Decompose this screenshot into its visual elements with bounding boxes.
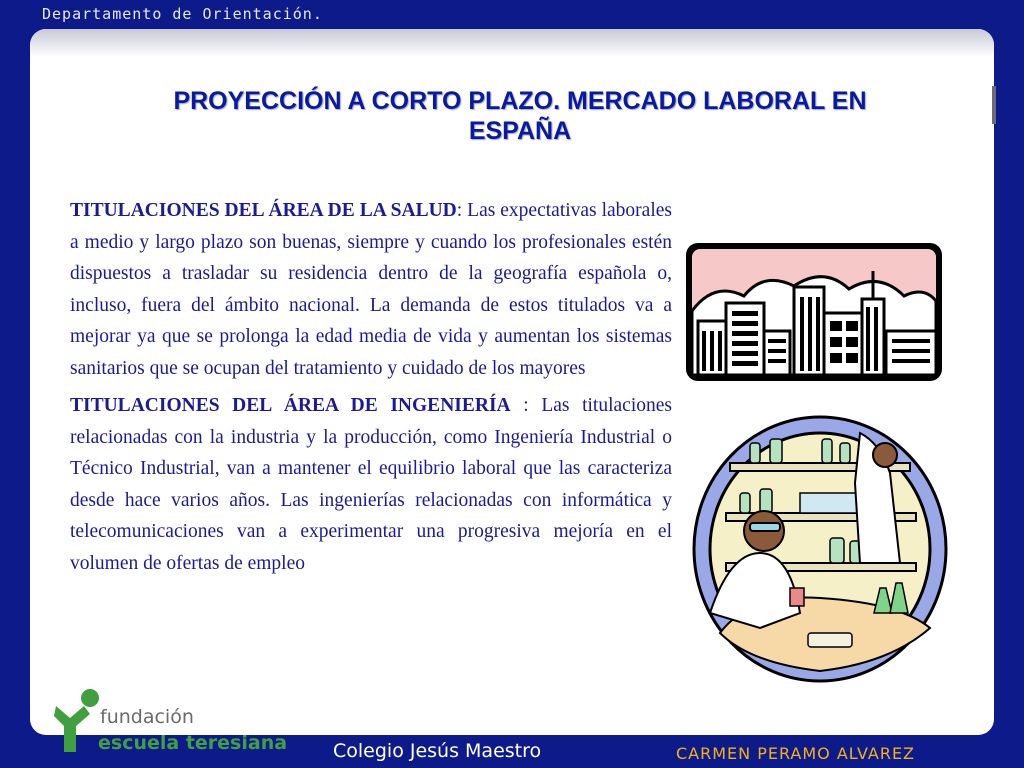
section-engineering-lead: TITULACIONES DEL ÁREA DE INGENIERÍA xyxy=(70,395,511,416)
logo-text-escuela: escuela teresiana xyxy=(98,732,288,754)
slide-title xyxy=(70,86,970,146)
slide-body xyxy=(70,195,672,585)
section-health-text: Las expectativas laborales a medio y largo plazo son buenas, siempre y cuando los profesionales estén dispuestos a trasladar su residencia dentro de la geografía española o, incluso, fuera del ámbito nacional. La demanda de estos titulados va a mejorar ya que se prolonga la edad media de vida y aumentan los sistemas sanitarios que se ocupan del tratamiento y cuidado de los mayores xyxy=(70,200,672,379)
section-engineering xyxy=(70,390,672,579)
section-engineering-text: Las titulaciones relacionadas con la industria y la producción, como Ingeniería Industrial o Técnico Industrial, van a mantener el equilibrio laboral que las caracteriza desde hace varios años. Las ingenierías relacionadas con informática y telecomunicaciones van a experimentar una progresiva mejoría en el volumen de ofertas de empleo xyxy=(70,395,672,574)
author-name: CARMEN PERAMO ALVAREZ xyxy=(676,744,916,763)
section-health xyxy=(70,195,672,384)
title-line-2: ESPAÑA xyxy=(468,117,572,145)
fundacion-logo-icon xyxy=(54,688,100,754)
title-line-1: PROYECCIÓN A CORTO PLAZO. MERCADO LABORAL EN xyxy=(173,87,867,115)
laboratory-scientists-image xyxy=(690,413,950,685)
department-label: Departamento de Orientación. xyxy=(42,5,323,23)
city-skyline-image xyxy=(684,241,944,383)
section-engineering-separator: : xyxy=(510,395,542,416)
logo-text-fundacion: fundación xyxy=(100,706,194,728)
school-name: Colegio Jesús Maestro xyxy=(333,740,542,762)
section-health-separator: : xyxy=(456,200,468,221)
section-health-lead: TITULACIONES DEL ÁREA DE LA SALUD xyxy=(70,200,457,221)
title-accent-bar xyxy=(992,86,996,124)
panel-top-shade xyxy=(30,29,994,57)
